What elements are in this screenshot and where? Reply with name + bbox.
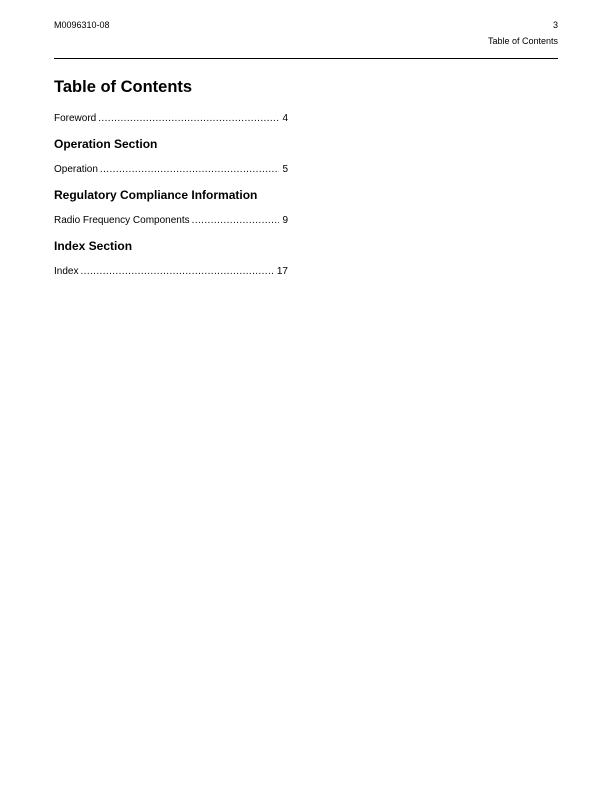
toc-entry-page: 17 [276, 266, 288, 277]
toc-entry-label: Index [54, 266, 79, 277]
running-title: Table of Contents [487, 36, 558, 46]
toc-entry-index[interactable] [54, 266, 288, 279]
dot-leader [192, 215, 280, 226]
toc-section-heading-regulatory[interactable]: Regulatory Compliance Information [54, 188, 258, 202]
toc-section-heading-index[interactable]: Index Section [54, 239, 133, 253]
toc-entry-label: Radio Frequency Components [54, 215, 190, 226]
dot-leader [80, 266, 273, 277]
dot-leader [98, 113, 279, 124]
toc-entry-foreword[interactable] [54, 113, 288, 126]
toc-entry-page: 5 [282, 164, 288, 175]
toc-section-heading-operation[interactable]: Operation Section [54, 137, 158, 151]
page-title: Table of Contents [54, 78, 193, 96]
toc-entry-page: 4 [282, 113, 288, 124]
toc-entry-label: Operation [54, 164, 98, 175]
table-of-contents [54, 113, 288, 290]
toc-entry-page: 9 [282, 215, 288, 226]
dot-leader [100, 164, 280, 175]
toc-entry-label: Foreword [54, 113, 97, 124]
page-header [54, 20, 558, 59]
toc-entry-operation[interactable] [54, 164, 288, 177]
toc-entry-radio-frequency-components[interactable] [54, 215, 288, 228]
document-number: M0096310-08 [54, 20, 110, 30]
page-number: 3 [552, 20, 558, 30]
